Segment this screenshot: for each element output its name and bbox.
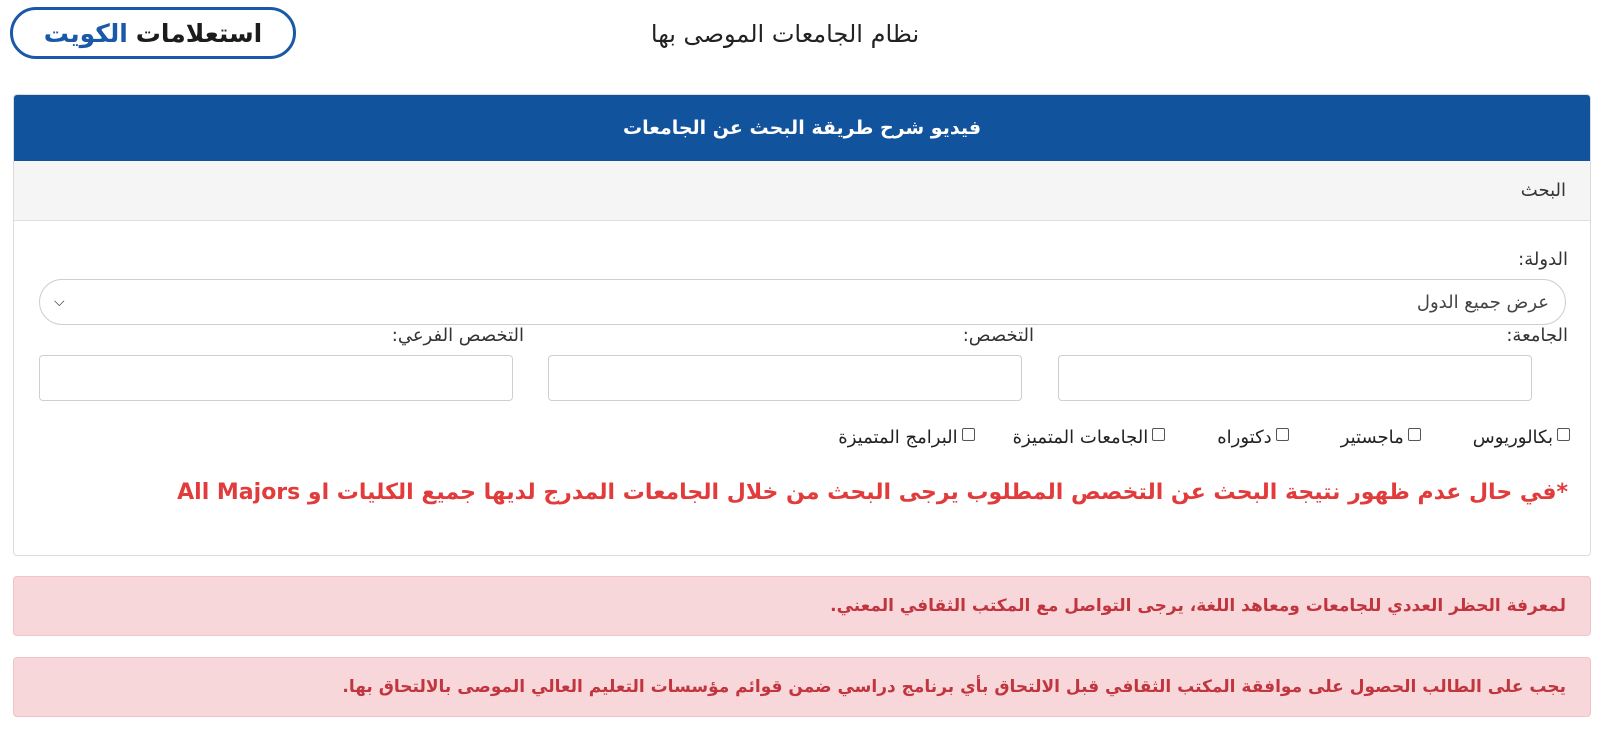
major-input[interactable]	[548, 355, 1022, 401]
alert-numeric-ban: لمعرفة الحظر العددي للجامعات ومعاهد اللغة، يرجى التواصل مع المكتب الثقافي المعني.	[13, 576, 1591, 636]
university-label: الجامعة:	[1506, 325, 1568, 346]
logo-word-1: استعلامات	[135, 18, 263, 48]
filter-label: دكتوراه	[1217, 427, 1272, 448]
search-heading: البحث	[14, 161, 1590, 221]
university-input[interactable]	[1058, 355, 1532, 401]
filter-distinguished-universities[interactable]	[1013, 427, 1166, 448]
country-select-value: عرض جميع الدول	[1416, 291, 1549, 313]
checkbox[interactable]	[1557, 428, 1570, 441]
logo-word-2: الكويت	[43, 18, 128, 48]
checkbox[interactable]	[1276, 428, 1289, 441]
filter-distinguished-programs[interactable]	[838, 427, 974, 448]
alert-approval-required: يجب على الطالب الحصول على موافقة المكتب الثقافي قبل الالتحاق بأي برنامج دراسي ضمن قوائم مؤسسات التعليم العالي الموصى بالالتحاق بها.	[13, 657, 1591, 717]
filter-bachelor[interactable]	[1473, 427, 1570, 448]
checkbox[interactable]	[1408, 428, 1421, 441]
sub-major-label: التخصص الفرعي:	[391, 325, 524, 346]
filter-doctorate[interactable]	[1217, 427, 1288, 448]
filter-label: بكالوريوس	[1472, 427, 1553, 448]
checkbox[interactable]	[962, 428, 975, 441]
filter-master[interactable]	[1341, 427, 1421, 448]
chevron-down-icon: ⌵	[54, 294, 65, 310]
filter-label: الجامعات المتميزة	[1012, 427, 1149, 448]
page-title: نظام الجامعات الموصى بها	[650, 20, 920, 48]
filter-label: البرامج المتميزة	[838, 427, 958, 448]
checkbox[interactable]	[1152, 428, 1165, 441]
filter-label: ماجستير	[1340, 427, 1404, 448]
search-hint-note: *في حال عدم ظهور نتيجة البحث عن التخصص المطلوب يرجى البحث من خلال الجامعات المدرج لديها جميع الكليات او All Majors	[177, 480, 1568, 505]
country-select[interactable]	[39, 279, 1566, 325]
video-tutorial-link[interactable]: فيديو شرح طريقة البحث عن الجامعات	[14, 95, 1590, 161]
country-label: الدولة:	[1518, 249, 1568, 270]
search-card	[13, 94, 1591, 556]
major-label: التخصص:	[962, 325, 1034, 346]
degree-filters	[838, 427, 1570, 448]
sub-major-input[interactable]	[39, 355, 513, 401]
site-logo[interactable]	[10, 7, 296, 59]
